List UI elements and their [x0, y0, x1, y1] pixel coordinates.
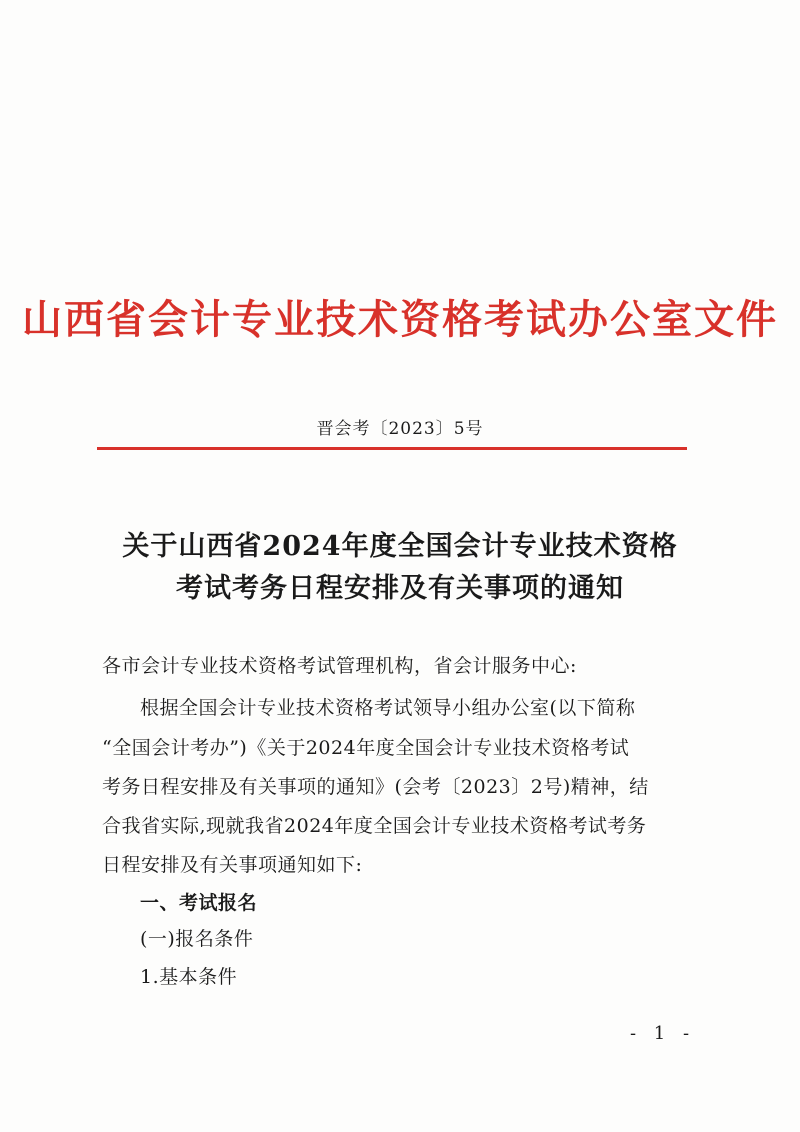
paragraph-line: 根据全国会计专业技术资格考试领导小组办公室(以下简称	[140, 697, 636, 719]
bleed-through-text	[130, 160, 606, 181]
paragraph-line: 合我省实际,现就我省2024年度全国会计专业技术资格考试考务	[102, 815, 647, 837]
red-divider-line	[97, 447, 687, 450]
document-number: 晋会考〔2023〕5号	[316, 419, 484, 439]
notice-title-line-2: 考试考务日程安排及有关事项的通知	[176, 573, 624, 604]
paragraph-line: “全国会计考办”)《关于2024年度全国会计专业技术资格考试	[102, 737, 630, 759]
paragraph-line: 日程安排及有关事项通知如下:	[102, 854, 363, 876]
page-number: - 1 -	[630, 1023, 696, 1044]
addressee-line: 各市会计专业技术资格考试管理机构，省会计服务中心:	[102, 655, 577, 677]
item-heading: 1.基本条件	[140, 966, 238, 988]
notice-title-line-1: 关于山西省2024年度全国会计专业技术资格	[122, 531, 678, 562]
section-heading: 一、考试报名	[140, 892, 258, 914]
issuer-header-title: 山西省会计专业技术资格考试办公室文件	[22, 296, 778, 343]
paragraph-line: 考务日程安排及有关事项的通知》(会考〔2023〕2号)精神，结	[102, 776, 649, 798]
subsection-heading: (一)报名条件	[140, 928, 254, 950]
